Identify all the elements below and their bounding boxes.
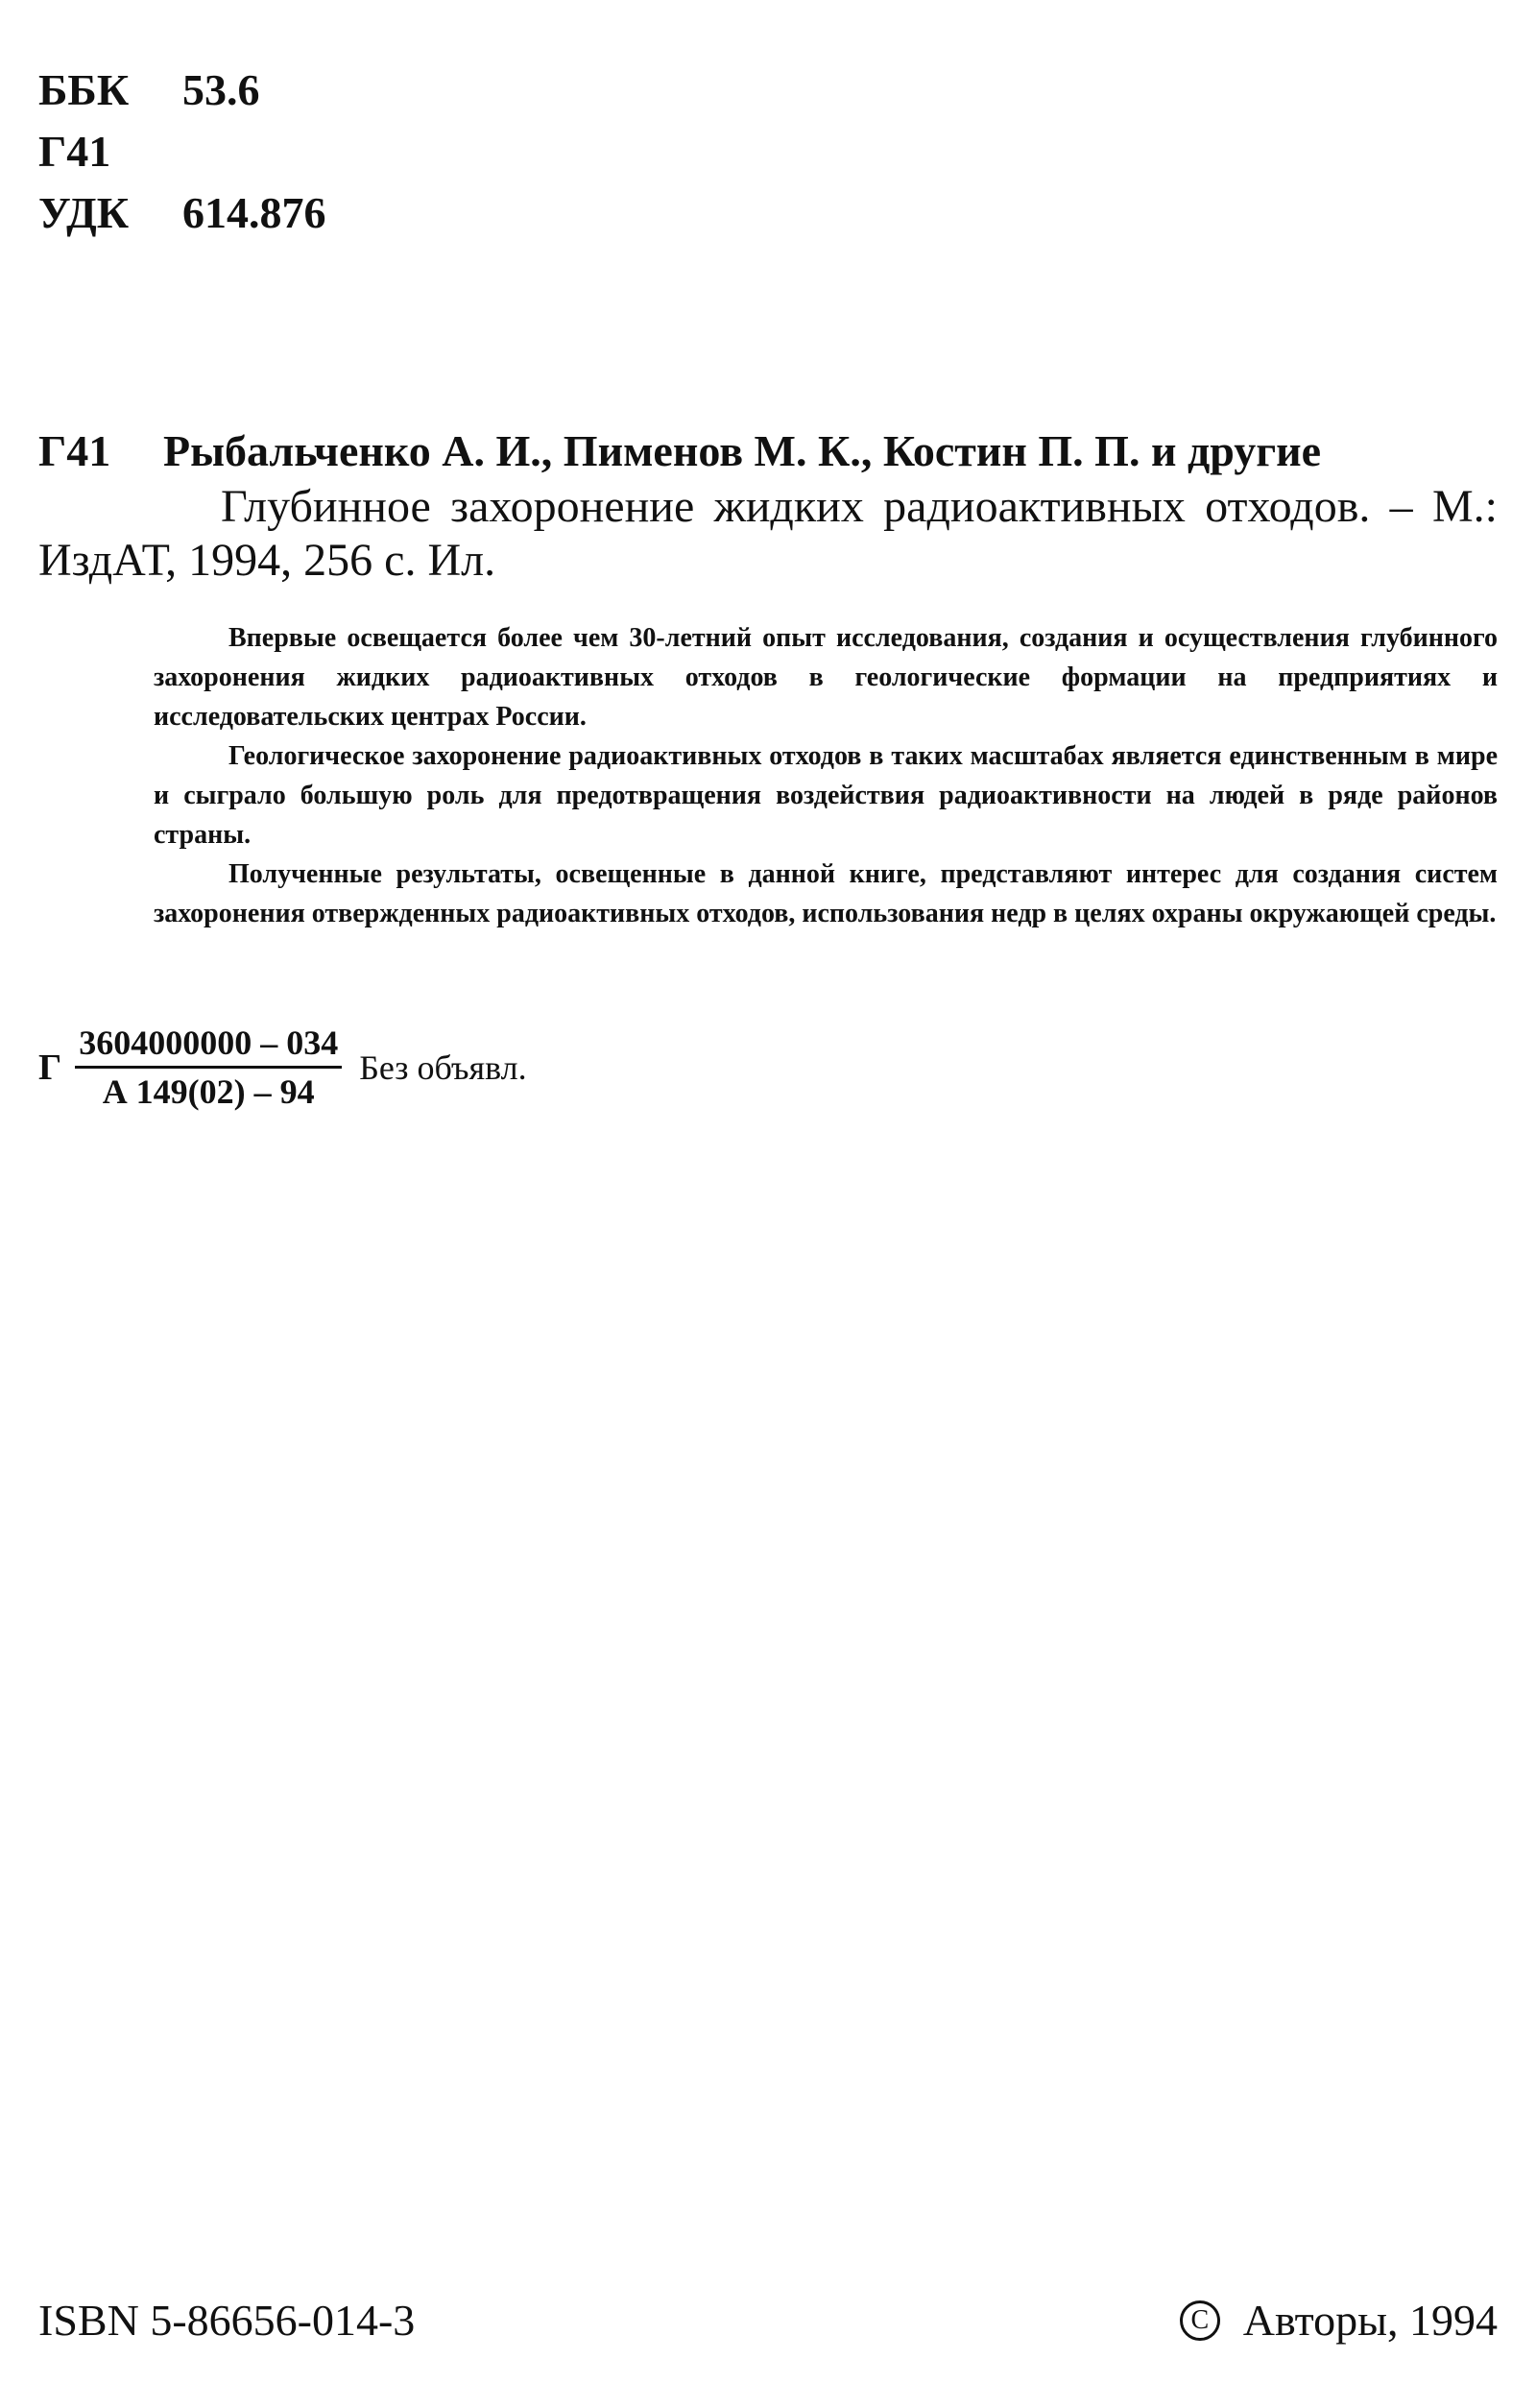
- entry-header: [38, 422, 1498, 480]
- bbk-row: [38, 60, 326, 121]
- isbn-label: ISBN: [38, 2296, 139, 2345]
- copyright: [1180, 2295, 1498, 2346]
- classification-code: Г41: [38, 127, 111, 176]
- annotation-paragraph: Впервые освещается более чем 30-летний опыт исследования, создания и осуществления глубинного захоронения жидких радиоактивных отходов в геологические формации на предприятиях и исследовательских центрах России.: [154, 623, 1498, 732]
- bibliographic-entry: [38, 422, 1498, 588]
- isbn: [38, 2295, 415, 2346]
- copyright-icon: C: [1180, 2300, 1220, 2341]
- code-row: [38, 121, 326, 182]
- footer: [38, 2295, 1498, 2346]
- annotation: [154, 618, 1498, 933]
- price-prefix: Г: [38, 1047, 62, 1088]
- udk-label: УДК: [38, 188, 130, 237]
- entry-title: Глубинное захоронение жидких радиоактивных отходов. – М.: ИздАТ, 1994, 256 с. Ил.: [38, 481, 1498, 586]
- price-code: [38, 1022, 527, 1113]
- annotation-paragraph: Полученные результаты, освещенные в данной книге, представляют интерес для создания систем захоронения отвержденных радиоактивных отходов, использования недр в целях охраны окружающей среды.: [154, 859, 1498, 928]
- price-numerator: 3604000000 – 034: [75, 1022, 342, 1069]
- bbk-value: 53.6: [182, 65, 260, 114]
- entry-authors: Рыбальченко А. И., Пименов М. К., Костин П. П. и другие: [163, 426, 1322, 475]
- price-denominator: А 149(02) – 94: [102, 1072, 315, 1111]
- annotation-paragraph: Геологическое захоронение радиоактивных отходов в таких масштабах является единственным в мире и сыграло большую роль для предотвращения воздействия радиоактивности на людей в ряде районов страны.: [154, 741, 1498, 850]
- isbn-value: 5-86656-014-3: [150, 2296, 416, 2345]
- price-fraction: [75, 1022, 342, 1113]
- udk-row: [38, 182, 326, 244]
- entry-title-block: [38, 480, 1498, 588]
- price-note: Без объявл.: [359, 1047, 527, 1087]
- copyright-text: Авторы, 1994: [1242, 2296, 1498, 2345]
- classification-block: [38, 60, 326, 244]
- udk-value: 614.876: [182, 188, 326, 237]
- bbk-label: ББК: [38, 65, 130, 114]
- entry-code: Г41: [38, 426, 111, 475]
